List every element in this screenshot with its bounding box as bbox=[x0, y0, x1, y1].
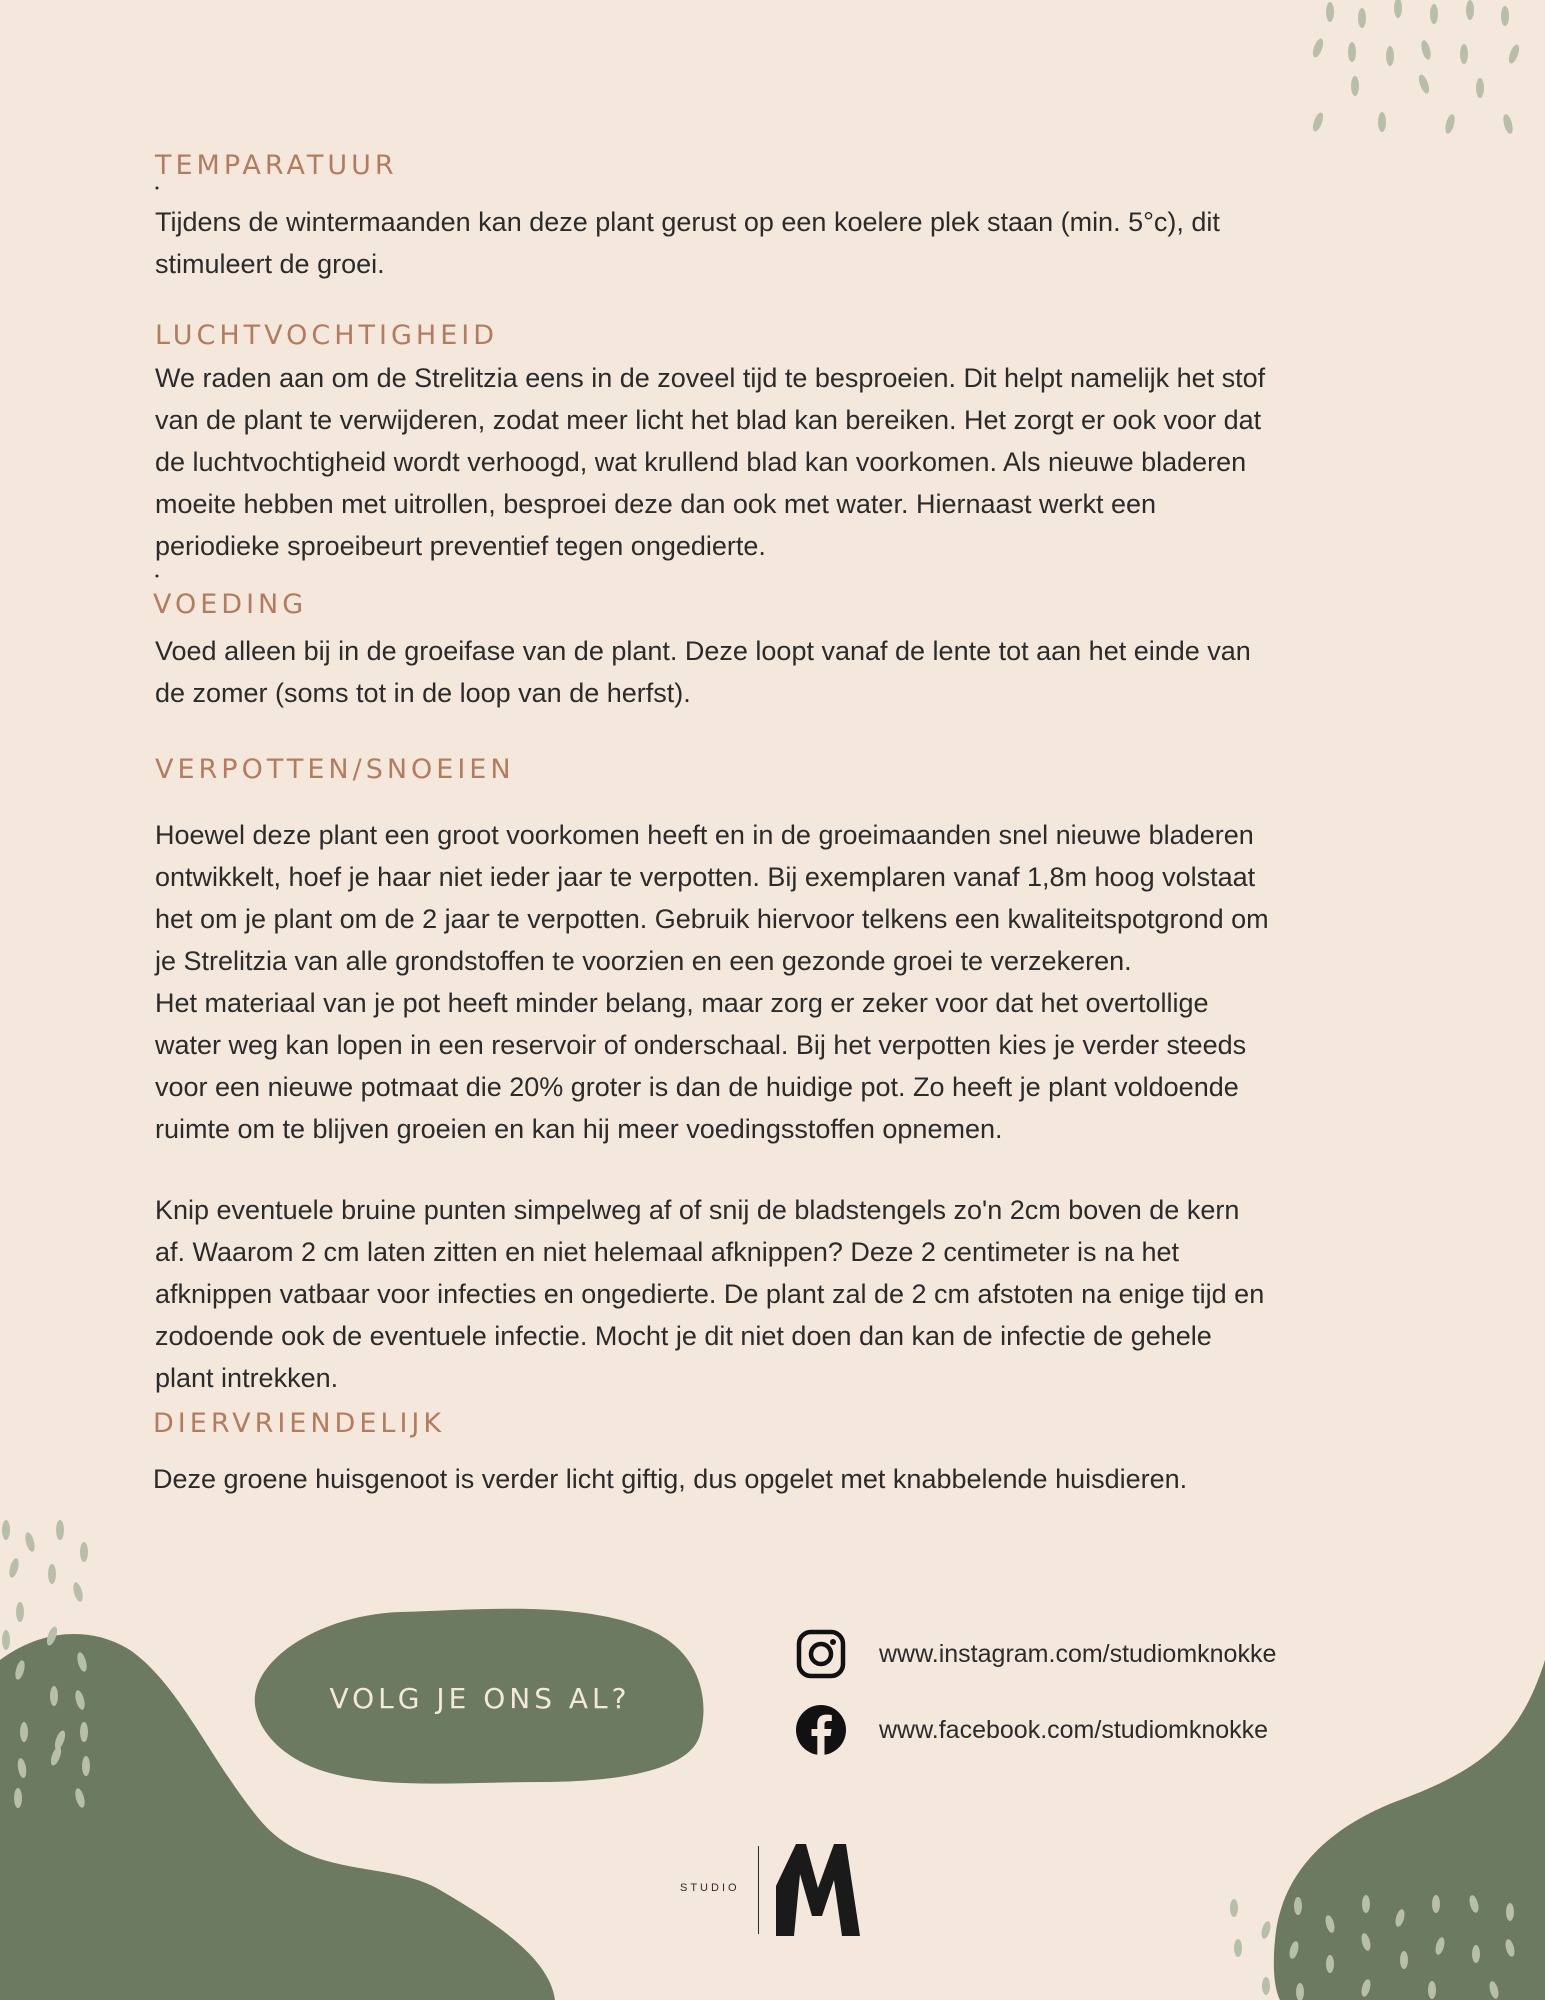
section-heading-temperatuur: TEMPARATUUR bbox=[155, 150, 398, 181]
top-right-dash-pattern bbox=[1311, 0, 1521, 135]
facebook-icon bbox=[795, 1704, 847, 1756]
section-heading-diervriendelijk: DIERVRIENDELIJK bbox=[153, 1408, 446, 1439]
instagram-link[interactable]: www.instagram.com/studiomknokke bbox=[879, 1639, 1277, 1668]
section-heading-voeding: VOEDING bbox=[153, 589, 308, 620]
section-heading-luchtvochtigheid: LUCHTVOCHTIGHEID bbox=[155, 320, 499, 351]
section-body-verpotten-2: Knip eventuele bruine punten simpelweg af of snij de bladstengels zo'n 2cm boven de kern af. Waarom 2 cm laten zitten en niet helemaal afknippen? Deze 2 centimeter is na het afknippen vatbaar voor infecties en ongedierte. De plant zal de 2 cm afstoten na enige tijd en zodoende ook de eventuele infectie. Mocht je dit niet doen dan kan de infectie de gehele plant intrekken. bbox=[155, 1195, 1265, 1393]
section-body-luchtvochtigheid: We raden aan om de Strelitzia eens in de zoveel tijd te besproeien. Dit helpt namelijk het stof van de plant te verwijderen, zodat meer licht het blad kan bereiken. Het zorgt er ook voor dat de luchtvochtigheid wordt verhoogd, wat krullend blad kan voorkomen. Als nieuwe bladeren moeite hebben met uitrollen, besproei deze dan ook met water. Hiernaast werkt een periodieke sproeibeurt preventief tegen ongedierte. bbox=[155, 363, 1266, 561]
follow-us-cta: VOLG JE ONS AL? bbox=[329, 1682, 631, 1715]
section-body-diervriendelijk: Deze groene huisgenoot is verder licht giftig, dus opgelet met knabbelende huisdieren. bbox=[153, 1464, 1188, 1494]
instagram-icon bbox=[795, 1628, 847, 1680]
instagram-row[interactable] bbox=[795, 1628, 1276, 1680]
logo-divider bbox=[758, 1846, 759, 1934]
section-heading-verpotten: VERPOTTEN/SNOEIEN bbox=[155, 754, 515, 785]
section-body-temperatuur: Tijdens de wintermaanden kan deze plant gerust op een koelere plek staan (min. 5°c), dit stimuleert de groei. bbox=[155, 207, 1220, 279]
facebook-link[interactable]: www.facebook.com/studiomknokke bbox=[879, 1715, 1269, 1744]
studio-m-logo bbox=[772, 1842, 862, 1938]
section-body-verpotten-1: Hoewel deze plant een groot voorkomen heeft en in de groeimaanden snel nieuwe bladeren ontwikkelt, hoef je haar niet ieder jaar te verpotten. Bij exemplaren vanaf 1,8m hoog volstaat het om je plant om de 2 jaar te verpotten. Gebruik hiervoor telkens een kwaliteitspotgrond om je Strelitzia van alle grondstoffen te voorzien en een gezonde groei te verzekeren. Het materiaal van je pot heeft minder belang, maar zorg er zeker voor dat het overtollige water weg kan lopen in een reservoir of onderschaal. Bij het verpotten kies je verder steeds voor een nieuwe potmaat die 20% groter is dan de huidige pot. Zo heeft je plant voldoende ruimte om te blijven groeien en kan hij meer voedingsstoffen opnemen. bbox=[155, 820, 1269, 1144]
logo-studio-text: STUDIO bbox=[680, 1882, 740, 1894]
facebook-row[interactable] bbox=[795, 1704, 1268, 1756]
section-body-voeding: Voed alleen bij in de groeifase van de plant. Deze loopt vanaf de lente tot aan het einde van de zomer (soms tot in de loop van de herfst). bbox=[155, 636, 1251, 708]
bottom-right-blob bbox=[1274, 1660, 1545, 2000]
